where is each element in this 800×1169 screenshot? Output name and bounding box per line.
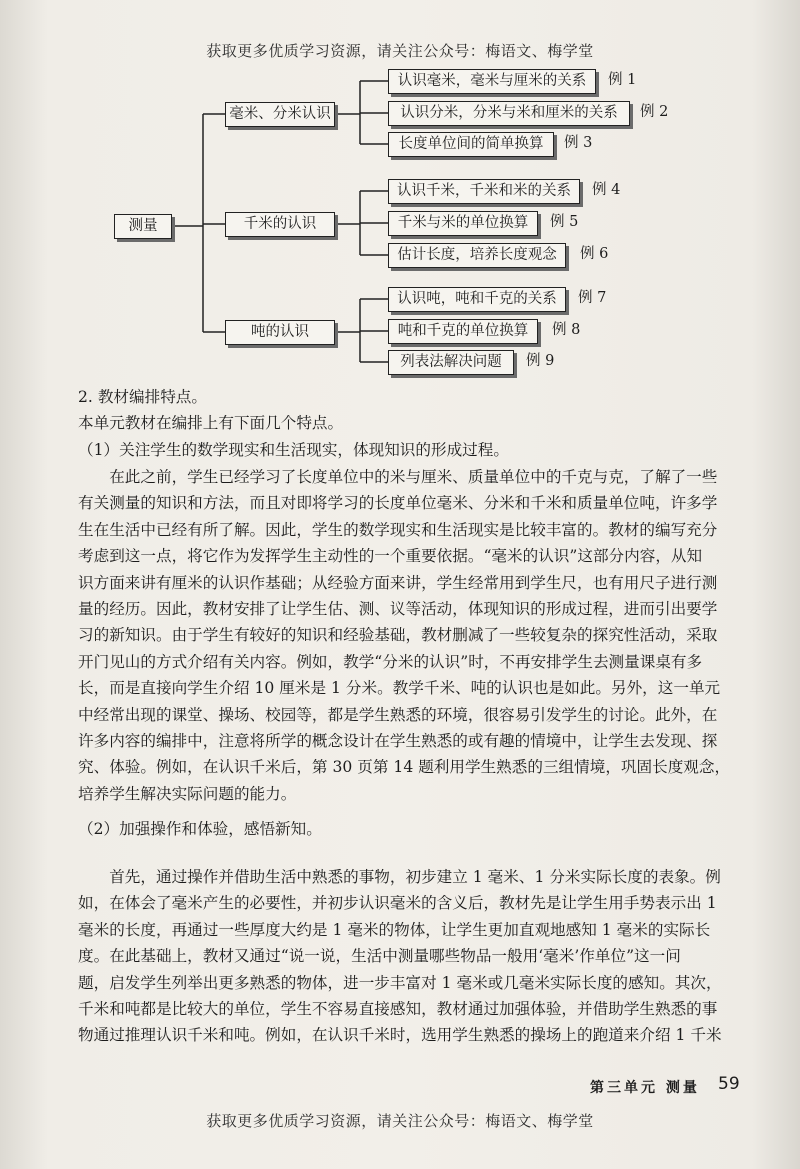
- paragraph-1-line: 长，而是直接向学生介绍 10 厘米是 1 分米。教学千米、吨的认识也是如此。另外，这一单元: [78, 679, 721, 698]
- paragraph-2-line: 度。在此基础上，教材又通过“说一说，生活中测量哪些物品一般用‘毫米’作单位”这一问: [78, 947, 681, 966]
- leaf-node-8: 吨和千克的单位换算: [388, 319, 538, 344]
- leaf-example-1: 例 1: [608, 72, 637, 88]
- leaf-node-2: 认识分米，分米与米和厘米的关系: [388, 101, 630, 126]
- leaf-node-1: 认识毫米，毫米与厘米的关系: [388, 69, 596, 94]
- paragraph-2-line: 物通过推理认识千米和吨。例如，在认识千米时，选用学生熟悉的操场上的跑道来介绍 1 千米: [78, 1026, 722, 1045]
- paragraph-1-line: 量的经历。因此，教材安排了让学生估、测、议等活动，体现知识的形成过程，进而引出要学: [78, 600, 718, 619]
- leaf-node-4: 认识千米，千米和米的关系: [388, 179, 580, 204]
- branch-node-mm-dm: 毫米、分米认识: [225, 102, 335, 127]
- paragraph-1-line: 考虑到这一点，将它作为发挥学生主动性的一个重要依据。“毫米的认识”这部分内容，从知: [78, 547, 703, 566]
- root-node: 测量: [114, 214, 172, 239]
- page-number: 59: [718, 1074, 740, 1094]
- point-2-title: （2）加强操作和体验，感悟新知。: [78, 820, 322, 838]
- branch-node-km: 千米的认识: [225, 212, 335, 237]
- paragraph-2-line: 首先，通过操作并借助生活中熟悉的事物，初步建立 1 毫米、1 分米实际长度的表象。例: [109, 868, 721, 886]
- intro-text: 本单元教材在编排上有下面几个特点。: [78, 414, 344, 432]
- leaf-node-9: 列表法解决问题: [388, 350, 514, 375]
- branch-node-ton: 吨的认识: [225, 320, 335, 345]
- leaf-node-3: 长度单位间的简单换算: [388, 132, 554, 157]
- leaf-example-2: 例 2: [640, 104, 669, 120]
- leaf-example-6: 例 6: [580, 246, 609, 262]
- paragraph-2-line: 毫米的长度，再通过一些厚度大约是 1 毫米的物体，让学生更加直观地感知 1 毫米的实际长: [78, 920, 711, 939]
- paragraph-1-line: 有关测量的知识和方法，而且对即将学习的长度单位毫米、分米和千米和质量单位吨，许多学: [78, 494, 718, 513]
- paragraph-1-line: 开门见山的方式介绍有关内容。例如，教学“分米的认识”时，不再安排学生去测量课桌有多: [78, 652, 703, 671]
- paragraph-2-line: 千米和吨都是比较大的单位，学生不容易直接感知，教材通过加强体验，并借助学生熟悉的事: [78, 1000, 718, 1019]
- paragraph-2-line: 如，在体会了毫米产生的必要性，并初步认识毫米的含义后，教材先是让学生用手势表示出 1: [78, 894, 717, 913]
- paragraph-2-line: 题，启发学生列举出更多熟悉的物体，进一步丰富对 1 毫米或几毫米实际长度的感知。其次，: [78, 973, 722, 992]
- paragraph-1-line: 究、体验。例如，在认识千米后，第 30 页第 14 题利用学生熟悉的三组情境，巩固长度观念，: [78, 758, 731, 777]
- watermark-bottom: 获取更多优质学习资源，请关注公众号：梅语文、梅学堂: [206, 1112, 594, 1130]
- paragraph-1-line: 培养学生解决实际问题的能力。: [78, 784, 297, 803]
- paragraph-1-line: 许多内容的编排中，注意将所学的概念设计在学生熟悉的或有趣的情境中，让学生去发现、探: [78, 732, 718, 751]
- paragraph-1-line: 识方面来讲有厘米的认识作基础；从经验方面来讲，学生经常用到学生尺，也有用尺子进行测: [78, 573, 718, 592]
- paragraph-1-line: 在此之前，学生已经学习了长度单位中的米与厘米、质量单位中的千克与克，了解了一些: [109, 468, 718, 486]
- leaf-example-3: 例 3: [564, 135, 593, 151]
- watermark-top: 获取更多优质学习资源，请关注公众号：梅语文、梅学堂: [206, 42, 594, 60]
- section-heading: 2. 教材编排特点。: [78, 388, 207, 406]
- leaf-example-7: 例 7: [578, 290, 607, 306]
- leaf-example-8: 例 8: [552, 322, 581, 338]
- leaf-node-5: 千米与米的单位换算: [388, 211, 538, 236]
- leaf-example-4: 例 4: [592, 182, 621, 198]
- leaf-node-6: 估计长度，培养长度观念: [388, 243, 566, 268]
- leaf-example-5: 例 5: [550, 214, 579, 230]
- leaf-example-9: 例 9: [526, 353, 555, 369]
- point-1-title: （1）关注学生的数学现实和生活现实，体现知识的形成过程。: [78, 441, 509, 459]
- paragraph-1-line: 生在生活中已经有所了解。因此，学生的数学现实和生活现实是比较丰富的。教材的编写充分: [78, 520, 718, 539]
- footer-unit-title: 第三单元 测量: [590, 1080, 700, 1096]
- leaf-node-7: 认识吨，吨和千克的关系: [388, 287, 566, 312]
- paragraph-1-line: 中经常出现的课堂、操场、校园等，都是学生熟悉的环境，很容易引发学生的讨论。此外，在: [78, 705, 718, 724]
- paragraph-1: [78, 464, 744, 807]
- paragraph-1-line: 习的新知识。由于学生有较好的知识和经验基础，教材删减了一些较复杂的探究性活动，采取: [78, 626, 718, 645]
- paragraph-2: [78, 864, 744, 1049]
